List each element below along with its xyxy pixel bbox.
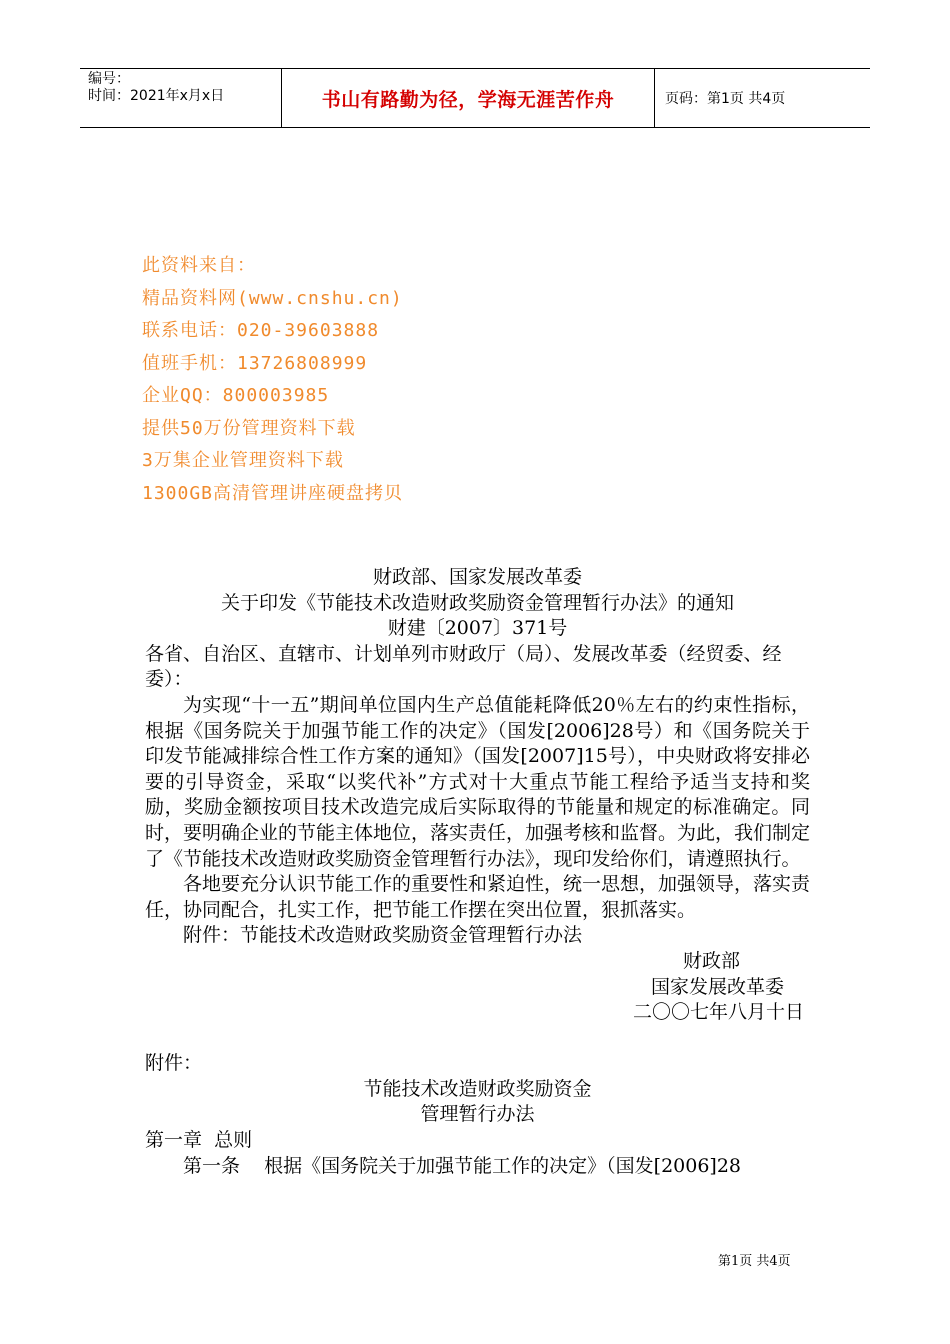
header-meta-cell: [80, 69, 282, 127]
ad-line: 值班手机：13726808999: [142, 352, 368, 374]
annex-title-2: 管理暂行办法: [420, 1103, 535, 1126]
ad-line: 精品资料网(www.cnshu.cn): [142, 287, 403, 309]
signature-mof: 财政部: [682, 949, 740, 972]
issuer: 财政部、国家发展改革委: [372, 566, 582, 588]
ad-line: 联系电话：020-39603888: [142, 320, 380, 341]
recipients: 各省、自治区、直辖市、计划单列市财政厅（局）、发展改革委（经贸委、经委）：: [145, 642, 782, 691]
ad-line: 3万集企业管理资料下载: [142, 450, 344, 471]
spacer: [145, 1026, 810, 1052]
header-motto: 书山有路勤为径，学海无涯苦作舟: [282, 69, 655, 127]
attachment-label: 附件：: [145, 1052, 203, 1075]
chapter-heading: 第一章 总则: [145, 1129, 253, 1152]
page-footer: 第1页 共4页: [718, 1254, 791, 1269]
signature-date: 二〇〇七年八月十日: [632, 1001, 804, 1024]
ad-line: 1300GB高清管理讲座硬盘拷贝: [142, 482, 404, 504]
paragraph-1: 为实现“十一五”期间单位国内生产总值能耗降低20％左右的约束性指标，根据《国务院关于加强节能工作的决定》（国发[2006]28号）和《国务院关于印发节能减排综合性工作方案的通知》（国发[2007]15号），中央财政将安排必要的引导资金，采取“以奖代补”方式对十大重点节能工程给予适当支持和奖励，奖励金额按项目技术改造完成后实际取得的节能量和规定的标准确定。同时，要明确企业的节能主体地位，落实责任，加强考核和监督。为此，我们制定了《节能技术改造财政奖励资金管理暂行办法》，现印发给你们，请遵照执行。: [145, 693, 811, 870]
page-header: [80, 68, 870, 128]
ad-line: 企业QQ：800003985: [142, 385, 330, 406]
paragraph-2: 各地要充分认识节能工作的重要性和紧迫性，统一思想，加强领导，落实责任，协同配合，扎实工作，把节能工作摆在突出位置，狠抓落实。: [145, 873, 811, 921]
number-label: 编号：: [88, 71, 130, 87]
doc-number: 财建〔2007〕371号: [387, 617, 568, 640]
notice-title: 关于印发《节能技术改造财政奖励资金管理暂行办法》的通知: [220, 591, 734, 614]
annex-title-1: 节能技术改造财政奖励资金: [363, 1077, 592, 1100]
date-label: 时间：2021年x月x日: [88, 88, 225, 104]
document-body: [145, 565, 810, 1179]
header-page-label: 页码：第1页 共4页: [665, 91, 786, 107]
ad-block: [142, 250, 403, 510]
article-1: 第一条 根据《国务院关于加强节能工作的决定》（国发[2006]28: [183, 1154, 742, 1177]
ad-line: 此资料来自：: [142, 255, 256, 276]
ad-line: 提供50万份管理资料下载: [142, 417, 356, 439]
attachment-note: 附件：节能技术改造财政奖励资金管理暂行办法: [183, 924, 583, 947]
signature-ndrc: 国家发展改革委: [650, 975, 784, 998]
